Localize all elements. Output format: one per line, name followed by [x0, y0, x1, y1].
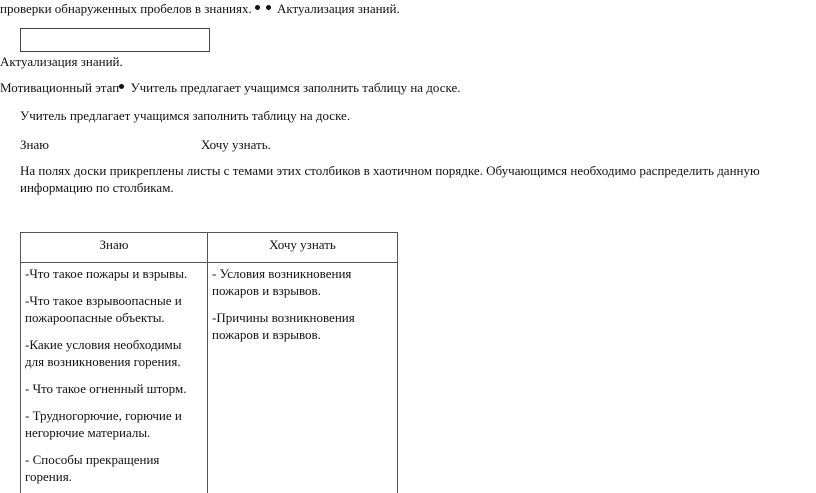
list-item: - Что такое огненный шторм.: [25, 381, 187, 396]
list-item: -Какие условия необходимы для возникновения горения.: [25, 337, 182, 369]
paragraph-instruction: Учитель предлагает учащимся заполнить таблицу на доске.: [20, 108, 351, 123]
table-header-row: [21, 233, 398, 263]
list-item: - Условия возникновения пожаров и взрывов.: [212, 266, 352, 298]
list-item: - Трудногорючие, горючие и негорючие материалы.: [25, 408, 182, 440]
intro-line-2: Актуализация знаний.: [0, 54, 123, 69]
table-header-want: Хочу узнать: [208, 233, 398, 263]
list-item: -Что такое взрывоопасные и пожароопасные объекты.: [25, 293, 182, 325]
table-cell-know: [21, 263, 208, 493]
paragraph-description: На полях доски прикреплены листы с темами этих столбиков в хаотичном порядке. Обучающимся необходимо распределить данную информацию по столбикам.: [20, 163, 760, 195]
bullet-icon: [255, 5, 260, 10]
intro-line-3-tail: Учитель предлагает учащимся заполнить таблицу на доске.: [130, 80, 461, 95]
intro-line-1-text: проверки обнаруженных пробелов в знаниях.: [0, 1, 252, 16]
know-want-table: [20, 232, 398, 493]
intro-line-1-tail: Актуализация знаний.: [276, 1, 400, 16]
list-item: -Что такое пожары и взрывы.: [25, 266, 188, 281]
bullet-icon: [266, 5, 271, 10]
label-want-to-know: Хочу узнать.: [201, 137, 271, 152]
list-item: -Причины возникновения пожаров и взрывов.: [212, 310, 355, 342]
bullet-icon: [119, 84, 124, 89]
intro-line-3: [0, 79, 461, 96]
empty-text-box: [20, 28, 210, 52]
table-header-know: Знаю: [21, 233, 208, 263]
list-item: - Способы прекращения горения.: [25, 452, 160, 484]
label-know: Знаю: [20, 137, 49, 152]
table-row: [21, 263, 398, 493]
table-cell-want: [208, 263, 398, 493]
intro-line-1: [0, 0, 400, 17]
intro-line-3-head: Мотивационный этап: [0, 80, 120, 95]
